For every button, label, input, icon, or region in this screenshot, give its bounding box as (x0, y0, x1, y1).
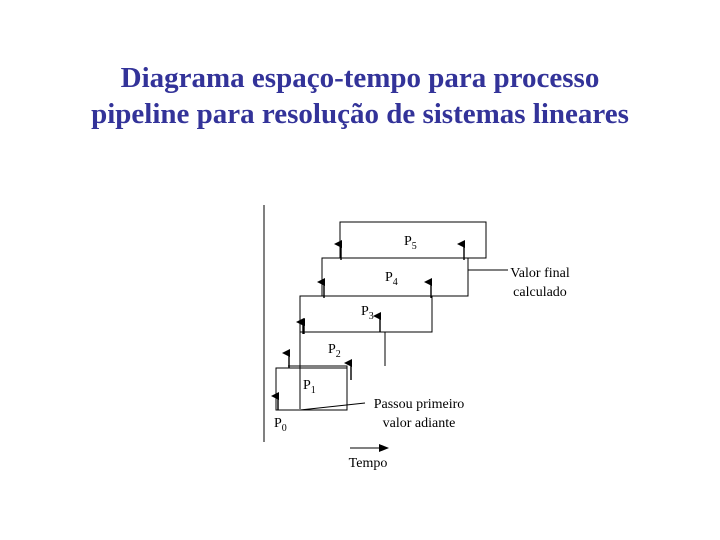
process-label-p5: $P_5$ (404, 234, 417, 252)
process-label-p0: $P_0$ (274, 416, 287, 434)
process-label-p3: $P_3$ (361, 304, 374, 322)
annotation-first-line-1: Passou primeiro (373, 397, 465, 412)
process-label-p4: $P_4$ (385, 270, 398, 288)
process-box-p1 (300, 332, 385, 409)
process-label-p2: $P_2$ (328, 342, 341, 360)
annotation-first-line-2: valor adiante (382, 416, 456, 431)
process-label-p1: $P_1$ (303, 378, 316, 396)
slide-title-line-2: pipeline para resolução de sistemas lineares (91, 98, 629, 130)
leader-first (300, 403, 365, 410)
slide-title-line-1: Diagrama espaço-tempo para processo (120, 62, 600, 94)
annotation-final-line-2: calculado (513, 285, 567, 300)
time-axis-label: Tempo (348, 456, 388, 471)
annotation-final-line-1: Valor final (510, 266, 570, 281)
